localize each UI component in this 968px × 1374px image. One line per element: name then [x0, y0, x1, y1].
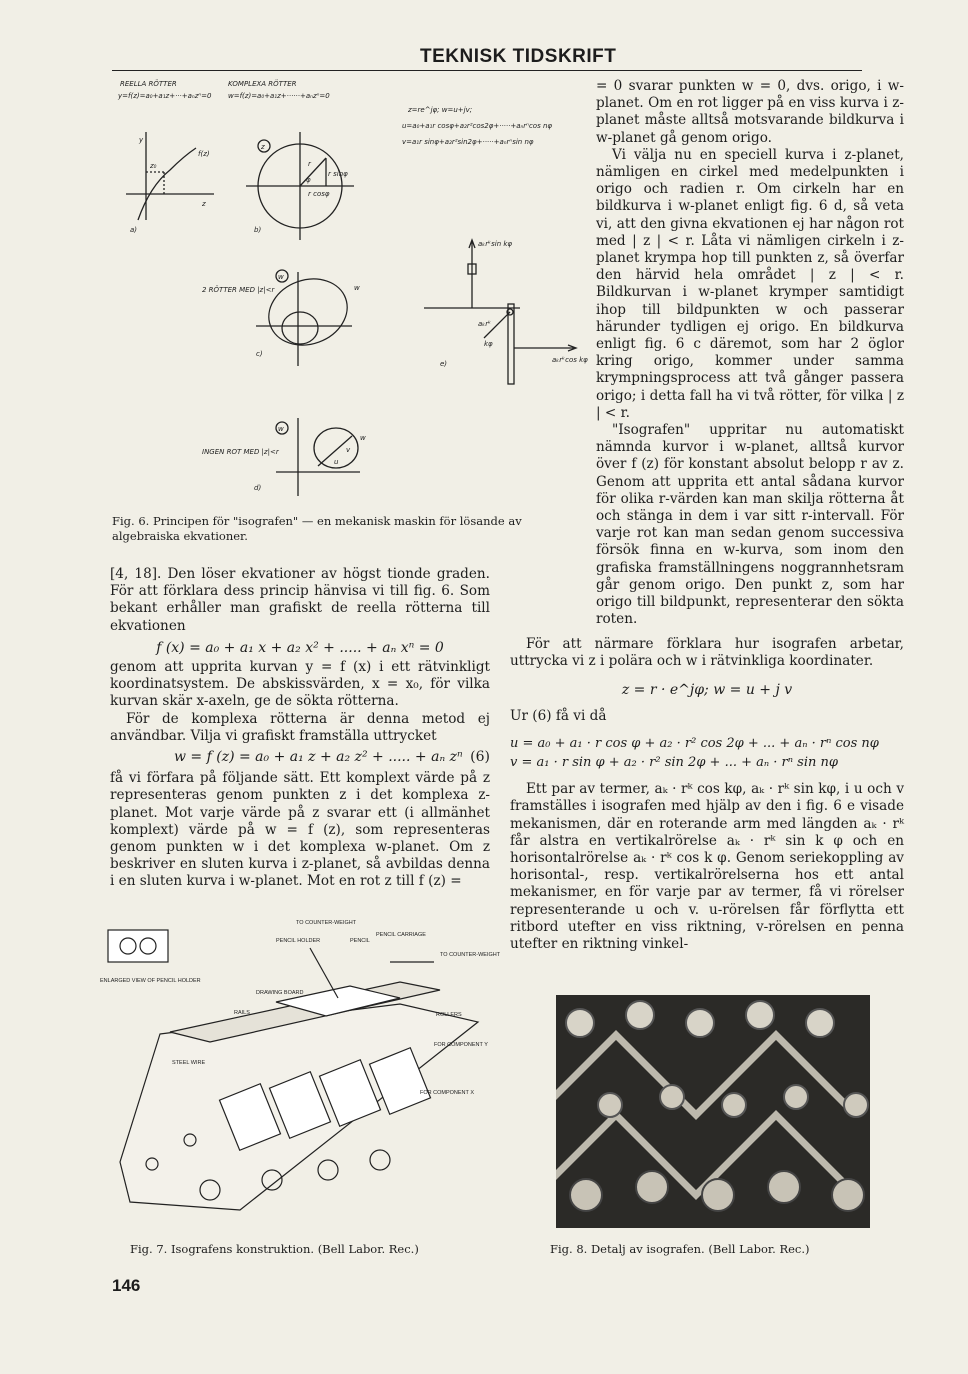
equation-v: v = a₁ · r sin φ + a₂ · r² sin 2φ + ... + aₙ · rⁿ sin nφ: [510, 755, 838, 771]
fig6-b-rcos: r cosφ: [308, 190, 330, 198]
fig6-a-z: z: [202, 200, 206, 208]
left-para-1: [4, 18]. Den löser ekvationer av högst tionde graden. För att förklara dess princip hänvisa vi till fig. 6. Som bekant erhåller man grafiskt de reella rötterna till ekvationen: [110, 566, 490, 634]
equation-fx: f (x) = a₀ + a₁ x + a₂ x² + ..... + aₙ xⁿ = 0: [156, 639, 444, 656]
fig7-pencil-holder: [108, 930, 168, 962]
fig7-label-component-x: FOR COMPONENT X: [420, 1090, 474, 1096]
fig6-a-y: y: [139, 136, 144, 144]
fig7-label-enlarged: ENLARGED VIEW OF PENCIL HOLDER: [100, 978, 201, 984]
fig6-a-fz: f(z): [198, 150, 210, 158]
fig6-a-eq: y=f(z)=a₀+a₁z+···+aₙzⁿ=0: [118, 92, 212, 100]
fig6-a-title: REELLA RÖTTER: [120, 80, 177, 88]
fig6-b-rsin: r sinφ: [328, 170, 348, 178]
right-full-block: [510, 422, 904, 628]
fig7-label-component-y: FOR COMPONENT Y: [434, 1042, 488, 1048]
fig6-c-loop-inner: [282, 312, 318, 344]
fig7-counterweight-line: [310, 948, 338, 998]
fig6-caption: Fig. 6. Principen för "isografen" — en mekanisk maskin för lösande av algebraiska ekvationer.: [112, 514, 522, 543]
fig6-c-w-axis: w: [354, 284, 360, 292]
fig6-c-label: c): [256, 350, 263, 358]
fig6-e-label: e): [440, 360, 448, 368]
fig6-d-wlabel: w: [360, 434, 366, 442]
fig7-label-steel-wire: STEEL WIRE: [172, 1060, 206, 1066]
fig7-label-pencil: PENCIL: [350, 938, 370, 944]
fig6-b-phi: φ: [306, 176, 311, 184]
equation-6-body: w = f (z) = a₀ + a₁ z + a₂ z² + ..... + aₙ zⁿ: [174, 749, 463, 766]
fig6-c-w: w: [278, 273, 284, 281]
fig6-top-eq1: z=re^jφ; w=u+jv;: [408, 106, 473, 114]
fig7-caption: Fig. 7. Isografens konstruktion. (Bell Labor. Rec.): [130, 1242, 419, 1256]
fig7-label-carriage: PENCIL CARRIAGE: [376, 932, 426, 938]
right-column-lower: [510, 636, 904, 953]
fig7-label-pencil-holder: PENCIL HOLDER: [276, 938, 321, 944]
fig6-e-akrk: aₖrᵏ: [478, 320, 492, 328]
equation-u: u = a₀ + a₁ · r cos φ + a₂ · r² cos 2φ + ... + aₙ · rⁿ cos nφ: [510, 735, 879, 751]
right-column: [510, 78, 904, 629]
fig7-label-rails: RAILS: [234, 1010, 250, 1016]
fig6-e-ksin: aₖrᵏsin kφ: [478, 240, 513, 248]
right-para-6: Ett par av termer, aₖ · rᵏ cos kφ, aₖ · rᵏ sin kφ, i u och v framställes i isografen med hjälp av den i fig. 6 e visade mekanismen, där en roterande arm med längden aₖ · rᵏ får alstra en vertikalrörelse aₖ · rᵏ sin k φ och en horisontalrörelse aₖ · rᵏ cos k φ. Genom seriekoppling av horisontal-, resp. vertikalrörelserna hos ett antal mekanismer, en för varje par av termer, få vi rörelser representerande u och v. u-rörelsen får förflytta ett ritbord utefter en viss riktning, v-rörelsen en penna utefter en riktning vinkel-: [510, 781, 904, 953]
fig8-caption: Fig. 8. Detalj av isografen. (Bell Labor. Rec.): [550, 1242, 810, 1256]
fig6-b-eq: w=f(z)=a₀+a₁z+······+aₙzⁿ=0: [228, 92, 330, 100]
fig7-label-counterweight-2: TO COUNTER-WEIGHT: [440, 952, 500, 958]
fig6-top-eq2: u=a₀+a₁r cosφ+a₂r²cos2φ+·····+aₙrⁿcos nφ: [402, 122, 553, 130]
right-para-2: Vi välja nu en speciell kurva i z-planet, nämligen en cirkel med medelpunkten i origo och radien r. Om cirkeln har en bildkurva i w-planet enligt fig. 6 d, så veta vi, att den givna ekvationen ej har någon rot med | z | < r. Låta vi nämligen cirkeln i z-planet krympa hop till punkten z, så överfar den härvid hela området | z | < r. Bildkurvan i w-planet krymper samtidigt ihop till bildpunkten w och passerar härunder tydligen ej origo. En bildkurva enligt fig. 6 c däremot, som har 2 öglor kring origo, kommer under samma krympningsprocess att två gånger passera origo; i detta fall ha vi två rötter, för vilka | z | < r.: [596, 146, 904, 421]
fig7-illustration: [100, 912, 500, 1230]
right-para-1: = 0 svarar punkten w = 0, dvs. origo, i w-planet. Om en rot ligger på en viss kurva i z-planet måste alltså motsvarande bildkurva i w-planet gå genom origo.: [596, 78, 904, 146]
left-para-3: För de komplexa rötterna är denna metod ej användbar. Vilja vi grafiskt framställa uttrycket: [110, 710, 490, 744]
fig7-label-rollers: ROLLERS: [436, 1012, 462, 1018]
fig8-photo-drawing: [556, 995, 870, 1228]
right-indented-block: [596, 78, 904, 422]
page-number: 146: [112, 1276, 141, 1295]
equation-6-number: (6): [470, 749, 490, 766]
right-para-3: "Isografen" uppritar nu automatiskt nämnda kurvor i w-planet, alltså kurvor över f (z) för konstant absolut belopp r av z. Genom att upprita ett antal sådana kurvor för olika r-värden kan man skilja rötterna åt och stänga in dem i var sitt r-intervall. För varje rot kan man sedan genom successiva försök finna en w-kurva, som inom den grafiska framställningens noggrannhetsram går genom origo. Den punkt z, som har origo till bildpunkt, representerar den sökta roten.: [596, 422, 904, 628]
equation-6: [110, 749, 490, 766]
fig6-d-label: d): [254, 484, 262, 492]
fig8-photo: [556, 995, 870, 1228]
fig6-top-eq3: v=a₁r sinφ+a₂r²sin2φ+·····+aₙrⁿsin nφ: [402, 138, 534, 146]
fig6-e-kphi: kφ: [484, 340, 493, 348]
left-para-4: få vi förfara på följande sätt. Ett komplext värde på z representeras genom punkten z i det komplexa z-planet. Mot varje värde på z svarar ett (i allmänhet komplext) värde på w = f (z), som representeras genom punkten w i det komplexa w-planet. Om z beskriver en sluten kurva i z-planet, så avbildas denna i en sluten kurva i w-planet. Mot en rot z till f (z) =: [110, 770, 490, 890]
fig6-a-curve: [138, 148, 196, 220]
fig6-b-label: b): [254, 226, 262, 234]
fig6-b-radius: [300, 158, 326, 186]
fig6-a-label: a): [130, 226, 138, 234]
fig6-d-u: u: [334, 458, 339, 466]
fig6-d-w: w: [278, 425, 284, 433]
fig6-d-v: v: [346, 446, 351, 454]
fig6-d-label-text: INGEN ROT MED |z|<r: [202, 448, 279, 456]
fig6-a-z0: z₀: [150, 162, 157, 170]
fig6-b-r: r: [308, 160, 311, 168]
header-rule: [112, 70, 862, 71]
fig6-b-title: KOMPLEXA RÖTTER: [228, 80, 297, 88]
left-para-2: genom att upprita kurvan y = f (x) i ett rätvinkligt koordinatsystem. De abskissvärden, x = x₀, för vilka kurvan skär x-axeln, ge de sökta rötterna.: [110, 659, 490, 710]
fig7-label-counterweight: TO COUNTER-WEIGHT: [296, 920, 357, 926]
fig7-label-drawing-board: DRAWING BOARD: [256, 990, 304, 996]
fig6-e-kcos: aₖrᵏcos kφ: [552, 356, 588, 364]
equation-polar: z = r · e^jφ; w = u + j v: [621, 682, 793, 699]
fig6-c-label-text: 2 RÖTTER MED |z|<r: [202, 286, 275, 294]
journal-header: TEKNISK TIDSKRIFT: [420, 46, 617, 67]
fig6-b-z-label: z: [261, 143, 265, 151]
right-para-5: Ur (6) få vi då: [510, 707, 607, 724]
right-para-4: För att närmare förklara hur isografen arbetar, uttrycka vi z i polära och w i rätvinkliga koordinater.: [510, 636, 904, 670]
left-column: [110, 566, 490, 891]
